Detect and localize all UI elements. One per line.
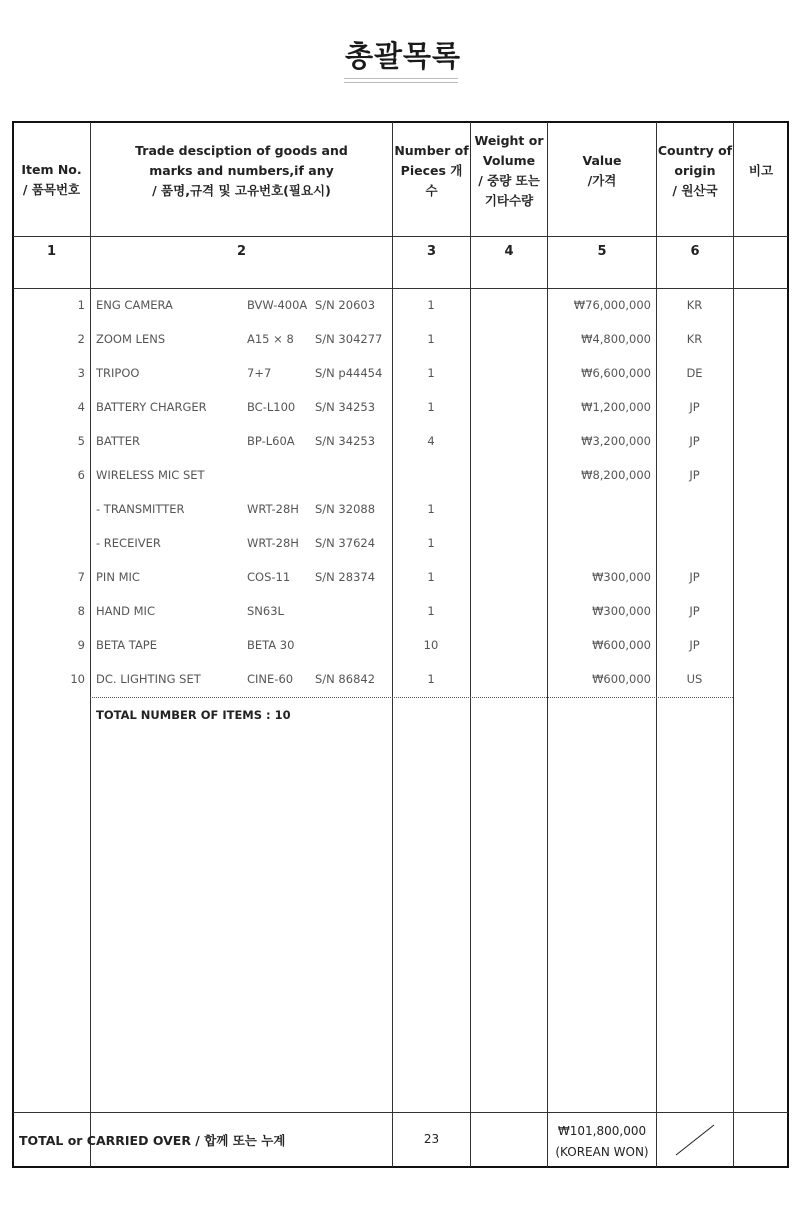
item-description: BATTER [96, 434, 140, 448]
item-model: WRT-28H [247, 536, 299, 550]
item-description: TRIPOO [96, 366, 140, 380]
item-value: ₩300,000 [592, 604, 651, 618]
column-number: 3 [426, 244, 437, 259]
table-row [12, 330, 789, 350]
total-value-amount: ₩101,800,000 [557, 1124, 647, 1138]
row-divider [13, 1112, 788, 1113]
table-row [12, 500, 789, 520]
table-row [12, 296, 789, 316]
item-number: 4 [77, 400, 85, 414]
item-country: JP [689, 570, 700, 584]
item-number: 6 [77, 468, 85, 482]
item-value: ₩600,000 [592, 638, 651, 652]
item-pieces: 1 [427, 570, 435, 584]
item-country: DE [686, 366, 703, 380]
item-country: JP [689, 604, 700, 618]
item-pieces: 1 [427, 366, 435, 380]
item-model: BP-L60A [247, 434, 295, 448]
row-divider [13, 288, 788, 289]
item-description: BATTERY CHARGER [96, 400, 207, 414]
item-country: JP [689, 638, 700, 652]
header-value: Value /가격 [582, 152, 622, 188]
header-description: Trade desciption of goods and marks and numbers,if any / 품명,규격 및 고유번호(필요시) [135, 142, 348, 198]
header-weight: Weight or Volume / 중량 또는 기타수량 [474, 132, 544, 208]
column-number: 6 [690, 244, 700, 259]
item-model: 7+7 [247, 366, 272, 380]
header-item-no: Item No. / 품목번호 [21, 161, 82, 197]
item-model: WRT-28H [247, 502, 299, 516]
item-value: ₩4,800,000 [581, 332, 651, 346]
item-description: - RECEIVER [96, 536, 161, 550]
item-number: 2 [77, 332, 85, 346]
item-value: ₩8,200,000 [581, 468, 651, 482]
items-end-separator [90, 697, 733, 698]
item-serial: S/N 86842 [315, 672, 376, 686]
header-country: Country of origin / 원산국 [657, 142, 733, 198]
total-value-currency: (KOREAN WON) [555, 1145, 649, 1159]
page-title: 총괄목록 [344, 39, 462, 73]
item-number: 10 [70, 672, 85, 686]
item-serial: S/N 34253 [315, 400, 376, 414]
item-country: JP [689, 434, 700, 448]
header-pieces: Number of Pieces 개 수 [394, 142, 469, 198]
item-pieces: 4 [427, 434, 435, 448]
row-divider [13, 236, 788, 237]
item-value: ₩76,000,000 [573, 298, 651, 312]
table-row [12, 432, 789, 452]
item-description: BETA TAPE [96, 638, 158, 652]
item-serial: S/N 304277 [315, 332, 383, 346]
item-description: ZOOM LENS [96, 332, 166, 346]
table-row [12, 670, 789, 690]
item-number: 7 [77, 570, 85, 584]
item-number: 1 [77, 298, 85, 312]
item-model: CINE-60 [247, 672, 294, 686]
item-description: WIRELESS MIC SET [96, 468, 205, 482]
column-number: 5 [597, 244, 607, 259]
item-serial: S/N p44454 [315, 366, 383, 380]
item-description: DC. LIGHTING SET [96, 672, 201, 686]
table-row [12, 466, 789, 486]
item-model: COS-11 [247, 570, 291, 584]
item-value: ₩1,200,000 [581, 400, 651, 414]
item-number: 3 [77, 366, 85, 380]
item-pieces: 1 [427, 298, 435, 312]
column-number: 4 [504, 244, 514, 259]
item-country: KR [686, 332, 703, 346]
table-row [12, 398, 789, 418]
item-value: ₩600,000 [592, 672, 651, 686]
total-pieces: 23 [423, 1132, 440, 1146]
item-number: 8 [77, 604, 85, 618]
item-value: ₩3,200,000 [581, 434, 651, 448]
item-model: BETA 30 [247, 638, 295, 652]
item-country: KR [686, 298, 703, 312]
item-country: JP [689, 468, 700, 482]
column-number: 1 [46, 244, 57, 259]
item-number: 9 [77, 638, 85, 652]
table-row [12, 568, 789, 588]
total-carried-over-label: TOTAL or CARRIED OVER / 합께 또는 누계 [19, 1133, 286, 1148]
item-pieces: 10 [423, 638, 439, 652]
item-model: BVW-400A [247, 298, 308, 312]
column-number: 2 [236, 244, 247, 259]
item-pieces: 1 [427, 672, 435, 686]
item-pieces: 1 [427, 536, 435, 550]
item-country: JP [689, 400, 700, 414]
diagonal-slash-mark [675, 1124, 715, 1156]
item-model: BC-L100 [247, 400, 296, 414]
item-serial: S/N 37624 [315, 536, 376, 550]
item-serial: S/N 34253 [315, 434, 376, 448]
item-pieces: 1 [427, 502, 435, 516]
table-row [12, 602, 789, 622]
header-remarks: 비고 [748, 162, 774, 178]
table-row [12, 534, 789, 554]
total-value [548, 1121, 656, 1163]
total-number-of-items: TOTAL NUMBER OF ITEMS : 10 [96, 708, 291, 722]
item-description: PIN MIC [96, 570, 140, 584]
item-value: ₩300,000 [592, 570, 651, 584]
table-row [12, 364, 789, 384]
item-serial: S/N 20603 [315, 298, 376, 312]
item-description: HAND MIC [96, 604, 155, 618]
item-serial: S/N 28374 [315, 570, 376, 584]
item-value: ₩6,600,000 [581, 366, 651, 380]
item-model: SN63L [247, 604, 284, 618]
item-pieces: 1 [427, 332, 435, 346]
item-description: ENG CAMERA [96, 298, 173, 312]
item-description: - TRANSMITTER [96, 502, 185, 516]
item-number: 5 [77, 434, 85, 448]
item-model: A15 × 8 [247, 332, 294, 346]
title-underline [344, 78, 458, 83]
item-country: US [686, 672, 703, 686]
item-pieces: 1 [427, 604, 435, 618]
item-pieces: 1 [427, 400, 435, 414]
item-serial: S/N 32088 [315, 502, 376, 516]
table-row [12, 636, 789, 656]
